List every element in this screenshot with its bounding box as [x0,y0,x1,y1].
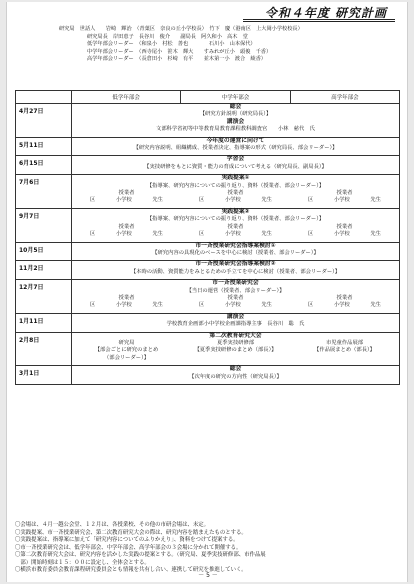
teacher-label: 先生 [370,197,381,204]
date-header-cell [16,91,72,104]
ward-label: 区 [90,302,96,309]
row-content [72,175,400,209]
row-date: 10月5日 [16,242,72,261]
staff-line: 高学年部会リーダー （長倉田小 杉崎 有平 並木第一小 渡合 綾香） [87,56,266,63]
lesson-column [290,190,399,205]
event-detail: 【研究内容の具現化のベースを中心に検討（授業者、部会リーダー）】 [152,249,319,256]
teacher-label: 先生 [261,231,272,238]
schedule-table [15,90,400,385]
staff-line: 低学年部会リーダー （和泉小 村松 善也 石川小 山本保代） [87,41,256,48]
title-underline-thin [243,21,395,22]
conference-group-line: 夏季実技研修部 [216,339,255,346]
lesson-column [181,295,290,310]
schedule-row [16,280,400,314]
row-date: 12月7日 [16,280,72,314]
note-line: 〇第二次教育研究大会は、研究内容を活かした実践の提案とする。（研究局、夏季実技研修部、市作品展 [15,552,266,558]
row-date: 9月7日 [16,208,72,242]
row-date: 3月1日 [16,366,72,385]
conference-group-line: 市児童作品展部 [325,339,364,346]
row-content [72,280,400,314]
ward-label: 区 [90,197,96,204]
lesson-column [290,295,399,310]
row-content [72,242,400,261]
lesson-title: 授業者 [336,190,353,197]
teacher-label: 先生 [370,231,381,238]
lesson-column [290,224,399,239]
staff-list [59,26,399,64]
lesson-title: 授業者 [118,294,135,301]
ward-label: 区 [308,197,314,204]
row-date: 2月8日 [16,332,72,366]
teacher-label: 先生 [261,302,272,309]
event-detail: 【実技研修をもとに資質・能力の育成について考える（研究局長、副局長）】 [144,163,327,170]
school-label: 小学校 [333,231,350,238]
row-content [72,156,400,175]
conference-group-line: 【夏季実技研修のまとめ（部長）】 [194,347,277,354]
schedule-row [16,366,400,385]
conference-group-line: 研究局 [118,339,135,346]
teacher-label: 先生 [261,197,272,204]
row-date: 1月11日 [16,313,72,332]
note-line: 〇実践提案、市一斉授業研究会、第二次教育研究大会の際は、研究内容を踏まえたものとする。 [15,529,247,536]
teacher-label: 先生 [370,302,381,309]
school-label: 小学校 [224,231,241,238]
note-line: 〇実践提案は、指導案に加えて「研究内容についてのふりかえり」、資料をつけて提案する。 [15,537,239,543]
conference-group [72,340,181,362]
lesson-grid [72,190,399,205]
group-header-1: 低学年部会 [72,91,181,104]
note-line: 〇市一斉授業研究会は、低学年部会、中学年部会、高学年部会の３会場に分かれて開催する。 [15,544,242,551]
lesson-column [72,224,181,239]
schedule-row [16,175,400,209]
lesson-column [181,190,290,205]
row-date: 11月2日 [16,261,72,280]
event-title: 実践提案① [221,175,250,182]
lesson-title: 授業者 [118,223,135,230]
row-date: 4月27日 [16,104,72,138]
lesson-grid [72,295,399,310]
event-detail: 【研究方針説明（研究局長）】 [199,111,272,118]
event-title: 総会 [229,104,242,110]
lesson-school-line [181,231,290,238]
staff-line: 中学年部会リーダー （西寺尾小 笹木 輝大 すみれが丘小 頭俊 千香） [87,48,272,55]
schedule-row [16,208,400,242]
event-title: 講演会 [226,118,245,125]
ward-label: 区 [90,231,96,238]
lesson-title: 授業者 [227,223,244,230]
lesson-school-line [72,197,181,204]
page-title: 令和４年度 研究計画 [264,6,387,20]
event-detail: 【次年度の研究の方向性（研究局長）】 [189,373,282,380]
lesson-school-line [290,197,399,204]
lesson-column [72,190,181,205]
event-detail: 【指導案、研究内容についての振り返り、資料（授業者、部会リーダー）】 [146,216,325,223]
lesson-title: 授業者 [336,223,353,230]
ward-label: 区 [308,231,314,238]
event-title: 総会 [229,366,242,373]
event-detail: 【指導案、研究内容についての振り返り、資料（授業者、部会リーダー）】 [146,182,325,189]
row-spacer [72,381,399,384]
title-underline [243,19,395,20]
lesson-column [72,295,181,310]
event-detail: 学校教育企画部小中学校企画課指導主事 長谷川 聡 氏 [166,321,305,328]
ward-label: 区 [308,302,314,309]
lesson-school-line [72,231,181,238]
row-content [72,366,400,385]
schedule-row [16,137,400,156]
event-detail: 文部科学省初等中等教育局教育課程教科調査官 小林 慈代 氏 [156,126,315,133]
event-title: 市一斉授業研究会指導案検討① [195,242,276,249]
event-detail: 【本時の活動、資質能力をみとるための手立てを中心に検討（授業者、部会リーダー）】 [130,268,341,275]
ward-label: 区 [199,197,205,204]
lesson-school-line [181,197,290,204]
conference-group [290,340,399,362]
event-detail: 【研究内容説明、組織構成、授業者決定、指導案の形式（研究局長、部会リーダー）】 [133,145,338,152]
note-line: 〇横浜市教育委員会教育課程研究委員会とも情報を共有し合い、連携して研究を推進していく。 [15,567,247,573]
row-content [72,332,400,366]
school-label: 小学校 [115,302,132,309]
event-title: 今年度の運営に向けて [206,137,265,144]
staff-line: 研究局 世話人 岩崎 輝治 （青葉区 奈良の丘小学校長） 竹下 慶（港南区 上大岡小学校校長） [59,26,303,32]
ward-label: 区 [199,302,205,309]
staff-line: 研究局長 岸田恵子 長谷川 俊介 副局長 阿久和小 高木 堂 [87,33,248,40]
event-title: 講演会 [226,313,245,320]
row-content [72,208,400,242]
event-title: 市一斉授業研究会指導案検討② [195,261,276,268]
lesson-title: 授業者 [227,190,244,197]
row-content [72,261,400,280]
schedule-row [16,332,400,366]
conference-group [181,340,290,362]
lesson-grid [72,224,399,239]
row-date: 6月15日 [16,156,72,175]
row-date: 7月6日 [16,175,72,209]
teacher-label: 先生 [152,231,163,238]
conference-group-line: （部会リーダー）】 [103,354,150,361]
teacher-label: 先生 [152,302,163,309]
lesson-column [181,224,290,239]
note-line: 〇会場は、４月一越公会堂、１２月は、各授業校、その他の市研会場は、未定。 [15,522,210,528]
schedule-row [16,156,400,175]
event-detail: 【当日の運営（授業者、部会リーダー）】 [186,287,285,294]
conference-groups [72,340,399,362]
school-label: 小学校 [224,302,241,309]
school-label: 小学校 [224,197,241,204]
ward-label: 区 [199,231,205,238]
event-title: 市一斉授業研究会 [212,280,259,287]
group-header-2: 中学年部会 [181,91,290,104]
row-content [72,104,400,138]
page-number: － 5 － [198,572,218,579]
row-content [72,313,400,332]
lesson-title: 授業者 [118,190,135,197]
schedule-row [16,261,400,280]
school-label: 小学校 [333,302,350,309]
teacher-label: 先生 [152,197,163,204]
schedule-row [16,313,400,332]
note-line: 部）開始時刻は１５：００に設定し、全体会とする。 [15,559,150,566]
event-title: 学習会 [226,156,245,163]
event-title: 第二次教育研究大会 [209,332,262,339]
school-label: 小学校 [115,231,132,238]
schedule-row [16,104,400,138]
lesson-school-line [290,302,399,309]
document-page [6,2,408,582]
lesson-school-line [72,302,181,309]
group-header-3: 高学年部会 [290,91,399,104]
event-title: 実践提案② [221,208,250,215]
lesson-school-line [181,302,290,309]
school-label: 小学校 [333,197,350,204]
lesson-school-line [290,231,399,238]
row-date: 5月11日 [16,137,72,156]
row-content [72,137,400,156]
schedule-header-row [16,91,400,104]
lesson-title: 授業者 [227,294,244,301]
notes-list [15,522,405,575]
schedule-row [16,242,400,261]
lesson-title: 授業者 [336,294,353,301]
conference-group-line: 【部会ごとに研究のまとめ [94,347,159,354]
conference-group-line: 【作品展まとめ（部長）】 [314,347,375,354]
school-label: 小学校 [115,197,132,204]
